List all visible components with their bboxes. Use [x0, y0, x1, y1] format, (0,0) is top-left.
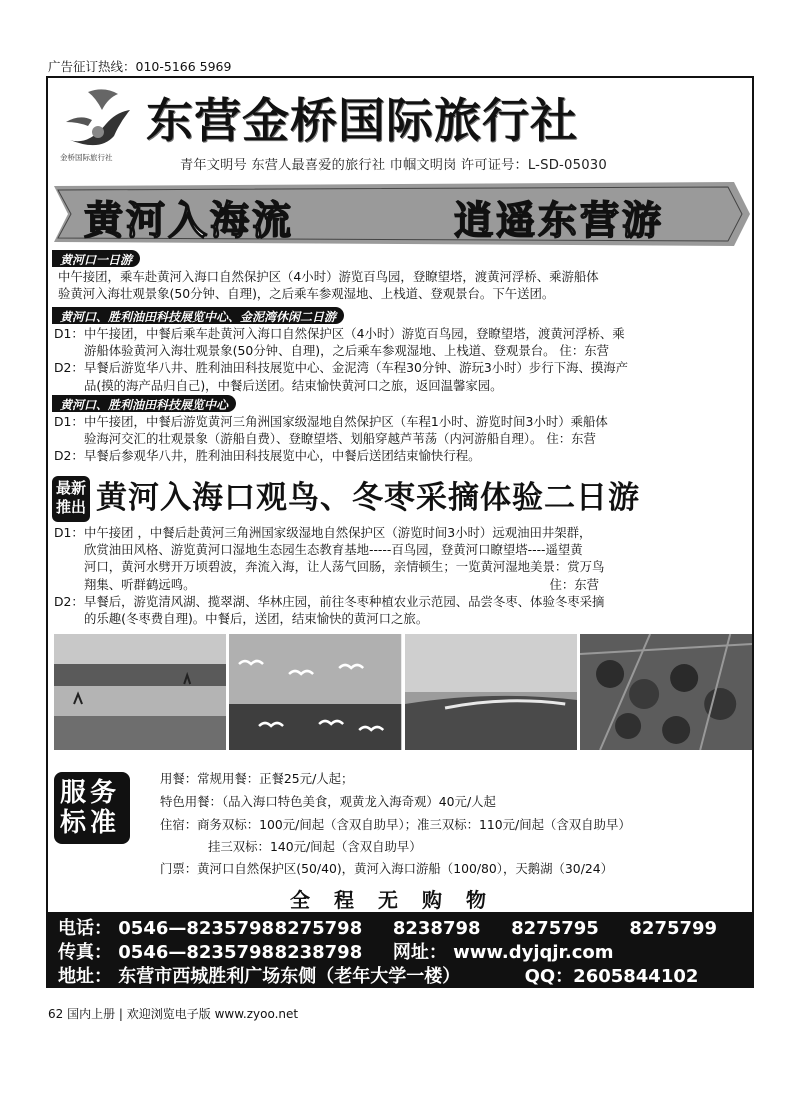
text-line: 游船体验黄河入海壮观景象(50分钟、自理)，之后乘车参观湿地、上栈道、登观景台。 住：东营 [84, 343, 609, 359]
photo-flying-swans [229, 634, 401, 750]
text-line: 早餐后，游览清风湖、揽翠湖、华林庄园，前往冬枣种植农业示范园、品尝冬枣、体验冬枣采摘 [84, 593, 605, 609]
address-row [58, 962, 698, 988]
text-line: 中午接团，中餐后游览黄河三角洲国家级湿地自然保护区（车程1小时、游览时间3小时）乘船体 [84, 414, 608, 429]
text-line: 住：东营 [549, 576, 600, 592]
photo-winter-jujubes [580, 634, 752, 750]
ad-hotline: 广告征订热线：010-5166 5969 [48, 59, 232, 74]
agency-slogan: 青年文明号 东营人最喜爱的旅行社 巾帼文明岗 许可证号：L-SD-05030 [180, 158, 607, 173]
text-line: 验黄河入海壮观景象(50分钟、自理)，之后乘车参观湿地、上栈道、登观景台。下午送团。 [58, 286, 555, 302]
badge-line: 服务 [60, 778, 121, 808]
banner-title-left: 黄河入海流 [84, 198, 295, 244]
service-hotel: 住宿：商务双标：100元/间起（含双自助早）；准三双标：110元/间起（含双自助早） [160, 817, 631, 832]
no-shopping-notice: 全程无购物 [290, 888, 510, 912]
website-label: 网址： [392, 942, 447, 963]
badge-line: 标准 [60, 808, 121, 838]
phone-number: 8275799 [629, 918, 718, 939]
photo-wetland-birds [54, 634, 226, 750]
day-label: D1： [54, 326, 84, 341]
fax-row [58, 938, 613, 964]
text-line: 早餐后参观华八井，胜利油田科技展览中心，中餐后送团结束愉快行程。 [84, 448, 481, 464]
qq-number: QQ：2605844102 [524, 966, 699, 987]
phone-number: 8275795 [511, 918, 599, 939]
banner-title-right: 逍遥东营游 [454, 198, 665, 244]
photo-strip [54, 634, 752, 750]
tour-tag-one-day: 黄河口一日游 [52, 250, 140, 267]
phone-row [58, 914, 717, 940]
text-line: 验海河交汇的壮观景象（游船自费）、登瞭望塔、划船穿越芦苇荡（内河游船自理）。 住：东营 [84, 431, 596, 447]
text-line: 中午接团，中餐后乘车赴黄河入海口自然保护区（4小时）游览百鸟园，登瞭望塔，渡黄河浮桥、乘 [84, 326, 625, 341]
service-hotel-3star: 挂三双标：140元/间起（含双自助早） [208, 839, 422, 854]
phone-number: 8275798 [274, 918, 363, 939]
service-special-meal: 特色用餐：（品入海口特色美食，观黄龙入海奇观）40元/人起 [160, 794, 496, 809]
day-label: D1： [54, 414, 84, 429]
tour-tag-two-day-jinniwan: 黄河口、胜利油田科技展览中心、金泥湾休闲二日游 [52, 307, 344, 324]
page-footer: 62 国内上册 | 欢迎浏览电子版 www.zyoo.net [48, 1007, 299, 1021]
address-label: 地址： [58, 966, 112, 987]
fax-label: 传真： [58, 942, 112, 963]
service-standard-badge [54, 772, 130, 844]
service-tickets: 门票：黄河口自然保护区(50/40)，黄河入海口游船（100/80），天鹅湖（30/24） [160, 861, 614, 876]
text-line: 中午接团，乘车赴黄河入海口自然保护区（4小时）游览百鸟园，登瞭望塔，渡黄河浮桥、乘游船体 [58, 269, 599, 284]
main-banner [54, 182, 750, 246]
text-line: 早餐后游览华八井、胜利油田科技展览中心、金泥湾（车程30分钟、游玩3小时）步行下海、摸海产 [84, 360, 629, 376]
day-label: D2： [54, 360, 84, 376]
day-label: D2： [54, 448, 84, 464]
tour-two-day-jinniwan-text [54, 325, 628, 394]
text-line: 欣赏油田风格、游览黄河口湿地生态园生态教育基地-----百鸟园，登黄河口瞭望塔----遥望黄 [84, 542, 583, 558]
new-tour-text [54, 524, 604, 627]
phone-label: 电话： [58, 918, 112, 939]
logo-caption: 金桥国际旅行社 [60, 153, 113, 162]
tour-two-day-wetland-text [54, 413, 608, 465]
ad-frame [46, 76, 754, 988]
badge-line: 推出 [55, 498, 86, 516]
text-line: 河口，黄河水劈开万顷碧波，奔流入海，让人荡气回肠，亲情顿生；一览黄河湿地美景：赏万鸟 [84, 559, 605, 575]
photo-river-mouth [405, 634, 577, 750]
website-link[interactable]: www.dyjqjr.com [453, 942, 614, 963]
phone-number: 0546—8235798 [118, 918, 275, 939]
badge-line: 最新 [55, 479, 86, 497]
fax-number: 8238798 [274, 942, 363, 963]
service-meal: 用餐：常规用餐：正餐25元/人起； [160, 771, 354, 786]
fax-number: 0546—8235798 [118, 942, 275, 963]
text-line: 中午接团 ，中餐后赴黄河三角洲国家级湿地自然保护区（游览时间3小时）远观油田井架群， [84, 525, 592, 540]
contact-bar [48, 912, 752, 988]
day-label: D2： [54, 593, 84, 609]
day-label: D1： [54, 525, 84, 540]
text-line: 翔集、听群鹤远鸣。 [84, 576, 196, 592]
text-line: 的乐趣(冬枣费自理)。中餐后，送团，结束愉快的黄河口之旅。 [84, 611, 429, 627]
phone-number: 8238798 [392, 918, 481, 939]
text-line: 品(摸的海产品归自己)，中餐后送团。结束愉快黄河口之旅，返回温馨家园。 [84, 377, 503, 393]
agency-name: 东营金桥国际旅行社 [146, 94, 578, 149]
tour-tag-two-day-wetland: 黄河口、胜利油田科技展览中心 [52, 395, 236, 412]
address-text: 东营市西城胜利广场东侧（老年大学一楼） [118, 966, 461, 987]
new-release-badge [52, 476, 90, 522]
tour-one-day-text [58, 268, 599, 302]
new-tour-title: 黄河入海口观鸟、冬枣采摘体验二日游 [96, 480, 640, 516]
